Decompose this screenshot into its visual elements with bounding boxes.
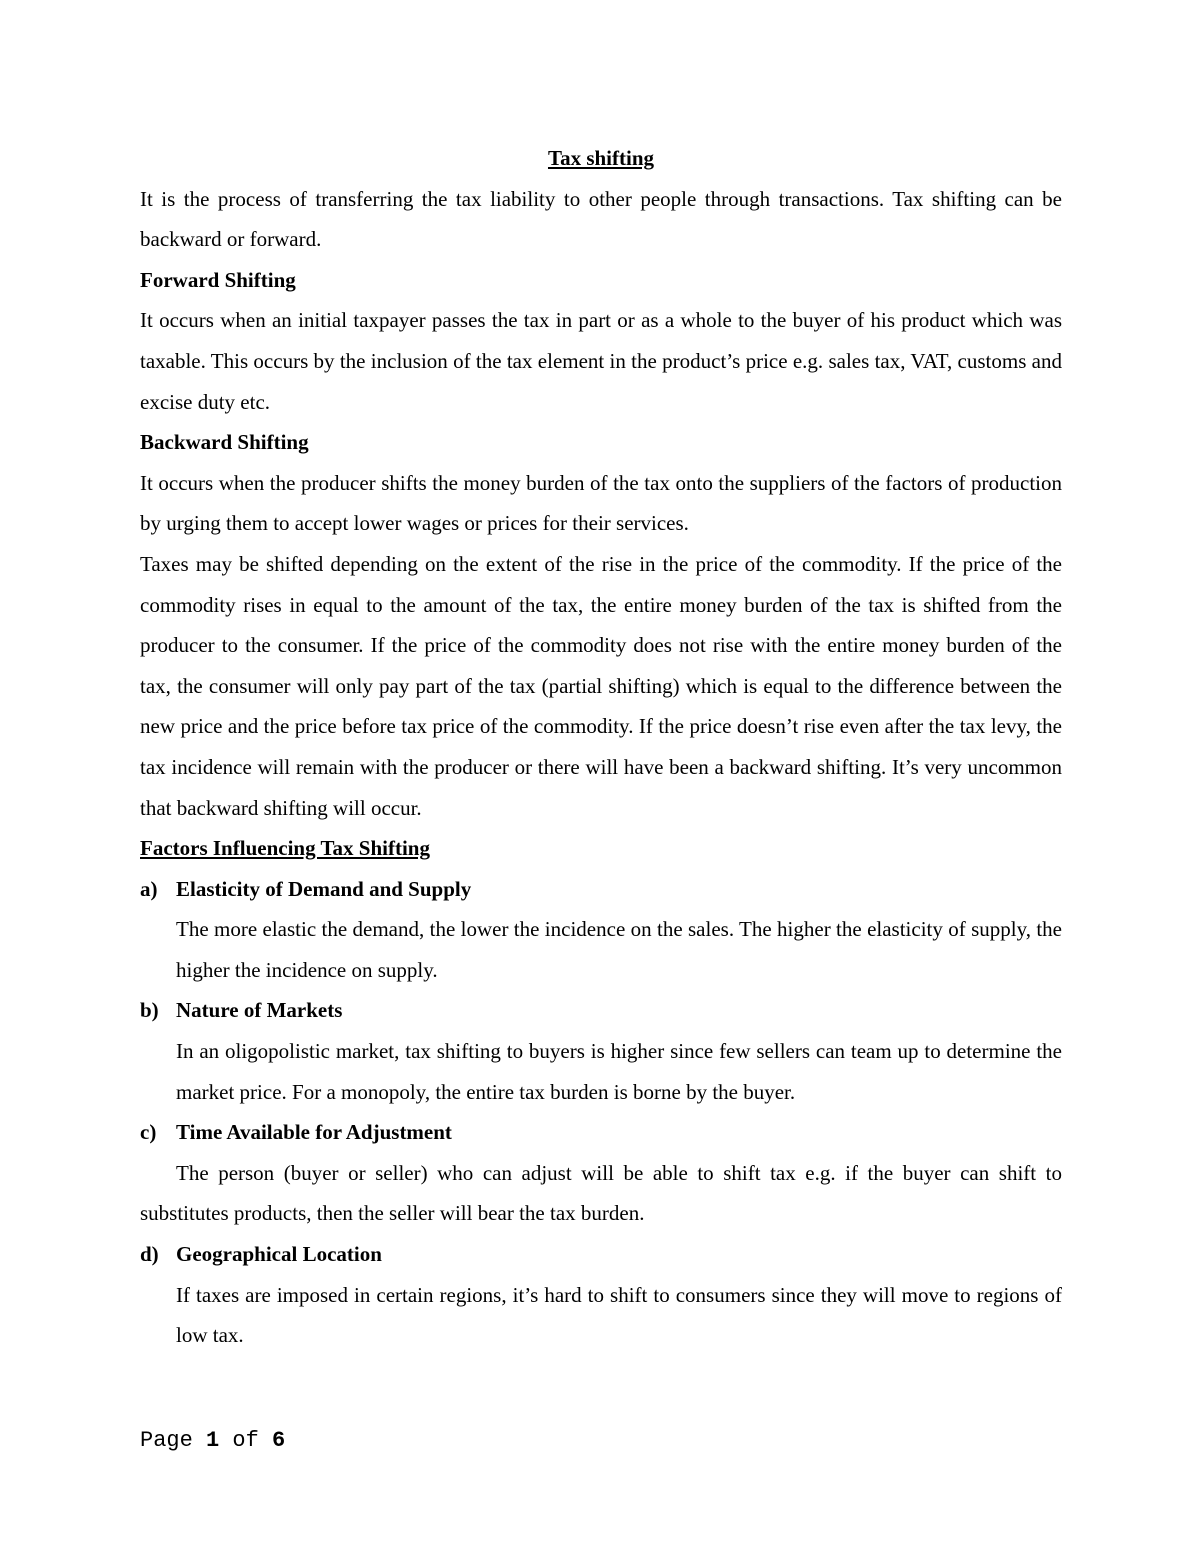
forward-shifting-heading: Forward Shifting [140, 267, 296, 292]
page-label: Page [140, 1428, 193, 1453]
factor-text: The more elastic the demand, the lower the incidence on the sales. The higher the elasticity of supply, the higher the incidence on supply. [176, 917, 1062, 982]
backward-shifting-heading: Backward Shifting [140, 430, 309, 455]
factor-title: Nature of Markets [176, 998, 343, 1023]
forward-shifting-paragraph: It occurs when an initial taxpayer passes the tax in part or as a whole to the buyer of his product which was taxable. This occurs by the inclusion of the tax element in the product’s price e.g. sales tax, VAT, customs and excise duty etc. [140, 308, 1062, 414]
factor-letter: c) [140, 1120, 157, 1145]
factor-title: Time Available for Adjustment [176, 1120, 452, 1145]
page-total: 6 [272, 1428, 286, 1453]
factor-letter: d) [140, 1242, 159, 1267]
factor-letter: b) [140, 998, 159, 1023]
backward-shifting-paragraph: It occurs when the producer shifts the money burden of the tax onto the suppliers of the factors of production by urging them to accept lower wages or prices for their services. [140, 470, 1062, 536]
factor-item-location [140, 1234, 1062, 1356]
intro-paragraph: It is the process of transferring the tax liability to other people through transactions. Tax shifting can be backward or forward. [140, 186, 1062, 252]
document-title: Tax shifting [547, 146, 654, 170]
factor-item-markets [140, 990, 1062, 1112]
factor-text: The person (buyer or seller) who can adjust will be able to shift tax e.g. if the buyer can shift to substitutes products, then the seller will bear the tax burden. [140, 1160, 1062, 1226]
factors-heading: Factors Influencing Tax Shifting [140, 836, 430, 861]
of-label: of [232, 1428, 259, 1453]
factor-letter: a) [140, 876, 158, 901]
factor-item-elasticity [140, 869, 1062, 991]
shifting-extent-paragraph: Taxes may be shifted depending on the extent of the rise in the price of the commodity. If the price of the commodity rises in equal to the amount of the tax, the entire money burden of the tax is shifted from the producer to the consumer. If the price of the commodity does not rise with the entire money burden of the tax, the consumer will only pay part of the tax (partial shifting) which is equal to the difference between the new price and the price before tax price of the commodity. If the price doesn’t rise even after the tax levy, the tax incidence will remain with the producer or there will have been a backward shifting. It’s very uncommon that backward shifting will occur. [140, 551, 1062, 820]
factor-text: If taxes are imposed in certain regions, it’s hard to shift to consumers since they will move to regions of low tax. [176, 1282, 1062, 1348]
factor-text: In an oligopolistic market, tax shifting to buyers is higher since few sellers can team up to determine the market price. For a monopoly, the entire tax burden is borne by the buyer. [176, 1039, 1062, 1104]
page-number: 1 [206, 1428, 220, 1453]
factor-title: Elasticity of Demand and Supply [176, 876, 472, 901]
page-footer [140, 1424, 285, 1458]
factor-title: Geographical Location [176, 1242, 382, 1267]
factor-item-time [140, 1112, 1062, 1234]
document-page [140, 138, 1062, 1356]
